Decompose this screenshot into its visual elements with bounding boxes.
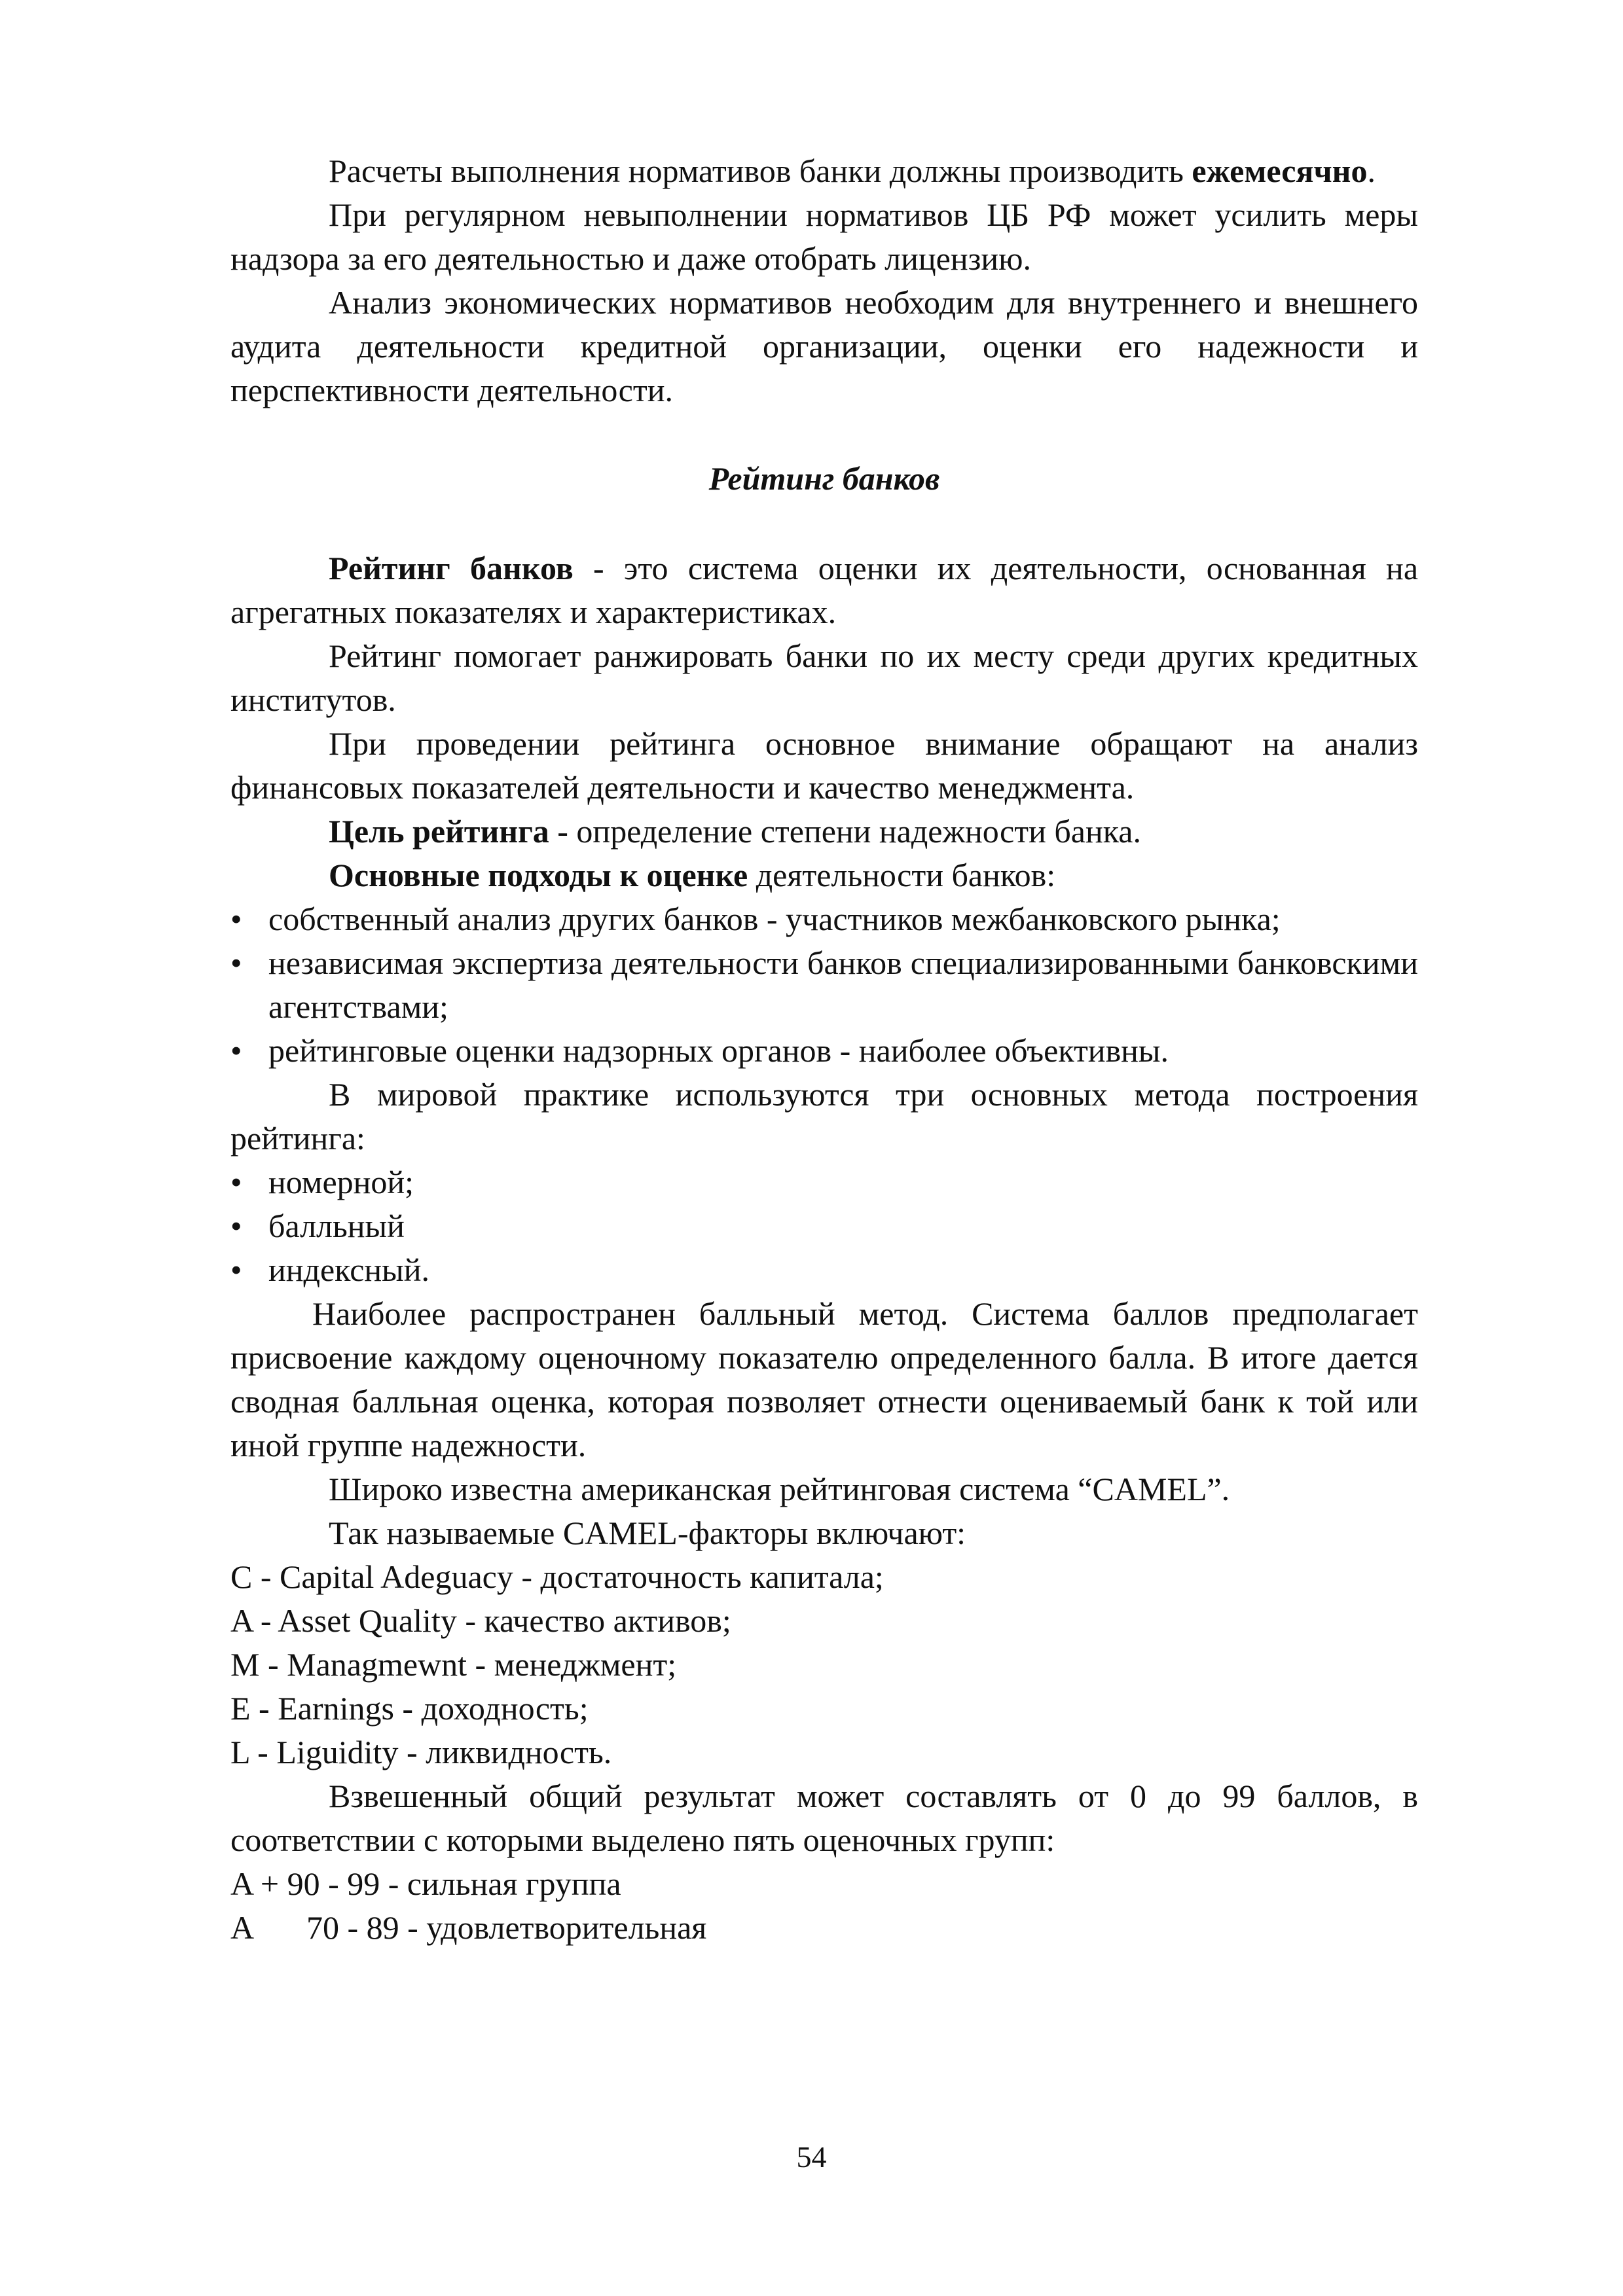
list-item (230, 897, 1418, 941)
paragraph-text: - определение степени надежности банка. (549, 813, 1141, 850)
rating-grade: A (230, 1909, 255, 1946)
list-item-text: балльный (268, 1208, 405, 1244)
page-number: 54 (796, 2140, 827, 2174)
paragraph-ranking: Рейтинг помогает ранжировать банки по их месту среди других кредитных институтов. (230, 637, 1418, 718)
list-item (230, 1160, 1418, 1204)
paragraph-approaches (230, 853, 1418, 897)
paragraph-analysis: Анализ экономических нормативов необходим для внутреннего и внешнего аудита деятельности кредитной организации, оценки его надежности и перспективности деятельности. (230, 284, 1418, 408)
page-content (230, 149, 1418, 1950)
bullet-icon: • (230, 1208, 242, 1244)
rating-range: 90 - 99 - сильная группа (279, 1865, 621, 1902)
camel-factor: E - Earnings - доходность; (230, 1690, 589, 1727)
camel-factor: M - Managmewnt - менеджмент; (230, 1646, 677, 1683)
bold-term-approaches: Основные подходы к оценке (329, 857, 748, 893)
paragraph-goal (230, 810, 1418, 853)
bold-term-rating: Рейтинг банков (329, 550, 574, 586)
bullet-icon: • (230, 901, 242, 937)
list-item (230, 1204, 1418, 1248)
bold-term-goal: Цель рейтинга (329, 813, 549, 850)
paragraph-text: - это система оценки их деятельности, основанная на агрегатных показателях и характеристиках. (230, 550, 1419, 630)
paragraph-text: Расчеты выполнения нормативов банки должны производить (329, 152, 1192, 189)
camel-factor: C - Capital Adeguacy - достаточность капитала; (230, 1558, 884, 1595)
paragraph-text: . (1367, 152, 1376, 189)
list-item-text: собственный анализ других банков - участников межбанковского рынка; (268, 901, 1281, 937)
paragraph-text: деятельности банков: (748, 857, 1056, 893)
camel-factor: A - Asset Quality - качество активов; (230, 1602, 731, 1639)
paragraph-focus: При проведении рейтинга основное внимание обращают на анализ финансовых показателей деятельности и качество менеджмента. (230, 725, 1418, 806)
list-item-text: индексный. (268, 1251, 429, 1288)
list-item (230, 1029, 1418, 1073)
section-heading: Рейтинг банков (708, 460, 940, 497)
list-item (230, 1248, 1418, 1292)
paragraph-factors: Так называемые CAMEL-факторы включают: (329, 1515, 966, 1551)
list-item-text: рейтинговые оценки надзорных органов - наиболее объективны. (268, 1032, 1169, 1069)
paragraph-score-method: Наиболее распространен балльный метод. Система баллов предполагает присвоение каждому оценочному показателю определенного балла. В итоге дается сводная балльная оценка, которая позволяет отнести оцениваемый банк к той или иной группе надежности. (230, 1295, 1418, 1463)
paragraph-definition (230, 547, 1418, 634)
bullet-icon: • (230, 1032, 242, 1069)
bold-term-monthly: ежемесячно (1192, 152, 1368, 189)
paragraph-monthly (230, 149, 1418, 193)
rating-group (230, 1906, 1418, 1950)
list-item-text: независимая экспертиза деятельности банков специализированными банковскими агентствами; (268, 944, 1418, 1025)
bullet-icon: • (230, 944, 242, 981)
paragraph-weighted: Взвешенный общий результат может составлять от 0 до 99 баллов, в соответствии с которыми выделено пять оценочных групп: (230, 1778, 1418, 1858)
list-item (230, 941, 1418, 1029)
rating-grade: A + (230, 1865, 280, 1902)
list-item-text: номерной; (268, 1164, 414, 1200)
bullet-icon: • (230, 1251, 242, 1288)
rating-group (230, 1862, 1418, 1906)
paragraph-camel: Широко известна американская рейтинговая система “CAMEL”. (329, 1471, 1230, 1507)
paragraph-methods: В мировой практике используются три основных метода построения рейтинга: (230, 1076, 1418, 1157)
rating-range: 70 - 89 - удовлетворительная (306, 1909, 707, 1946)
camel-factor: L - Liguidity - ликвидность. (230, 1734, 612, 1770)
paragraph-supervision: При регулярном невыполнении нормативов ЦБ РФ может усилить меры надзора за его деятельностью и даже отобрать лицензию. (230, 196, 1418, 277)
bullet-icon: • (230, 1164, 242, 1200)
